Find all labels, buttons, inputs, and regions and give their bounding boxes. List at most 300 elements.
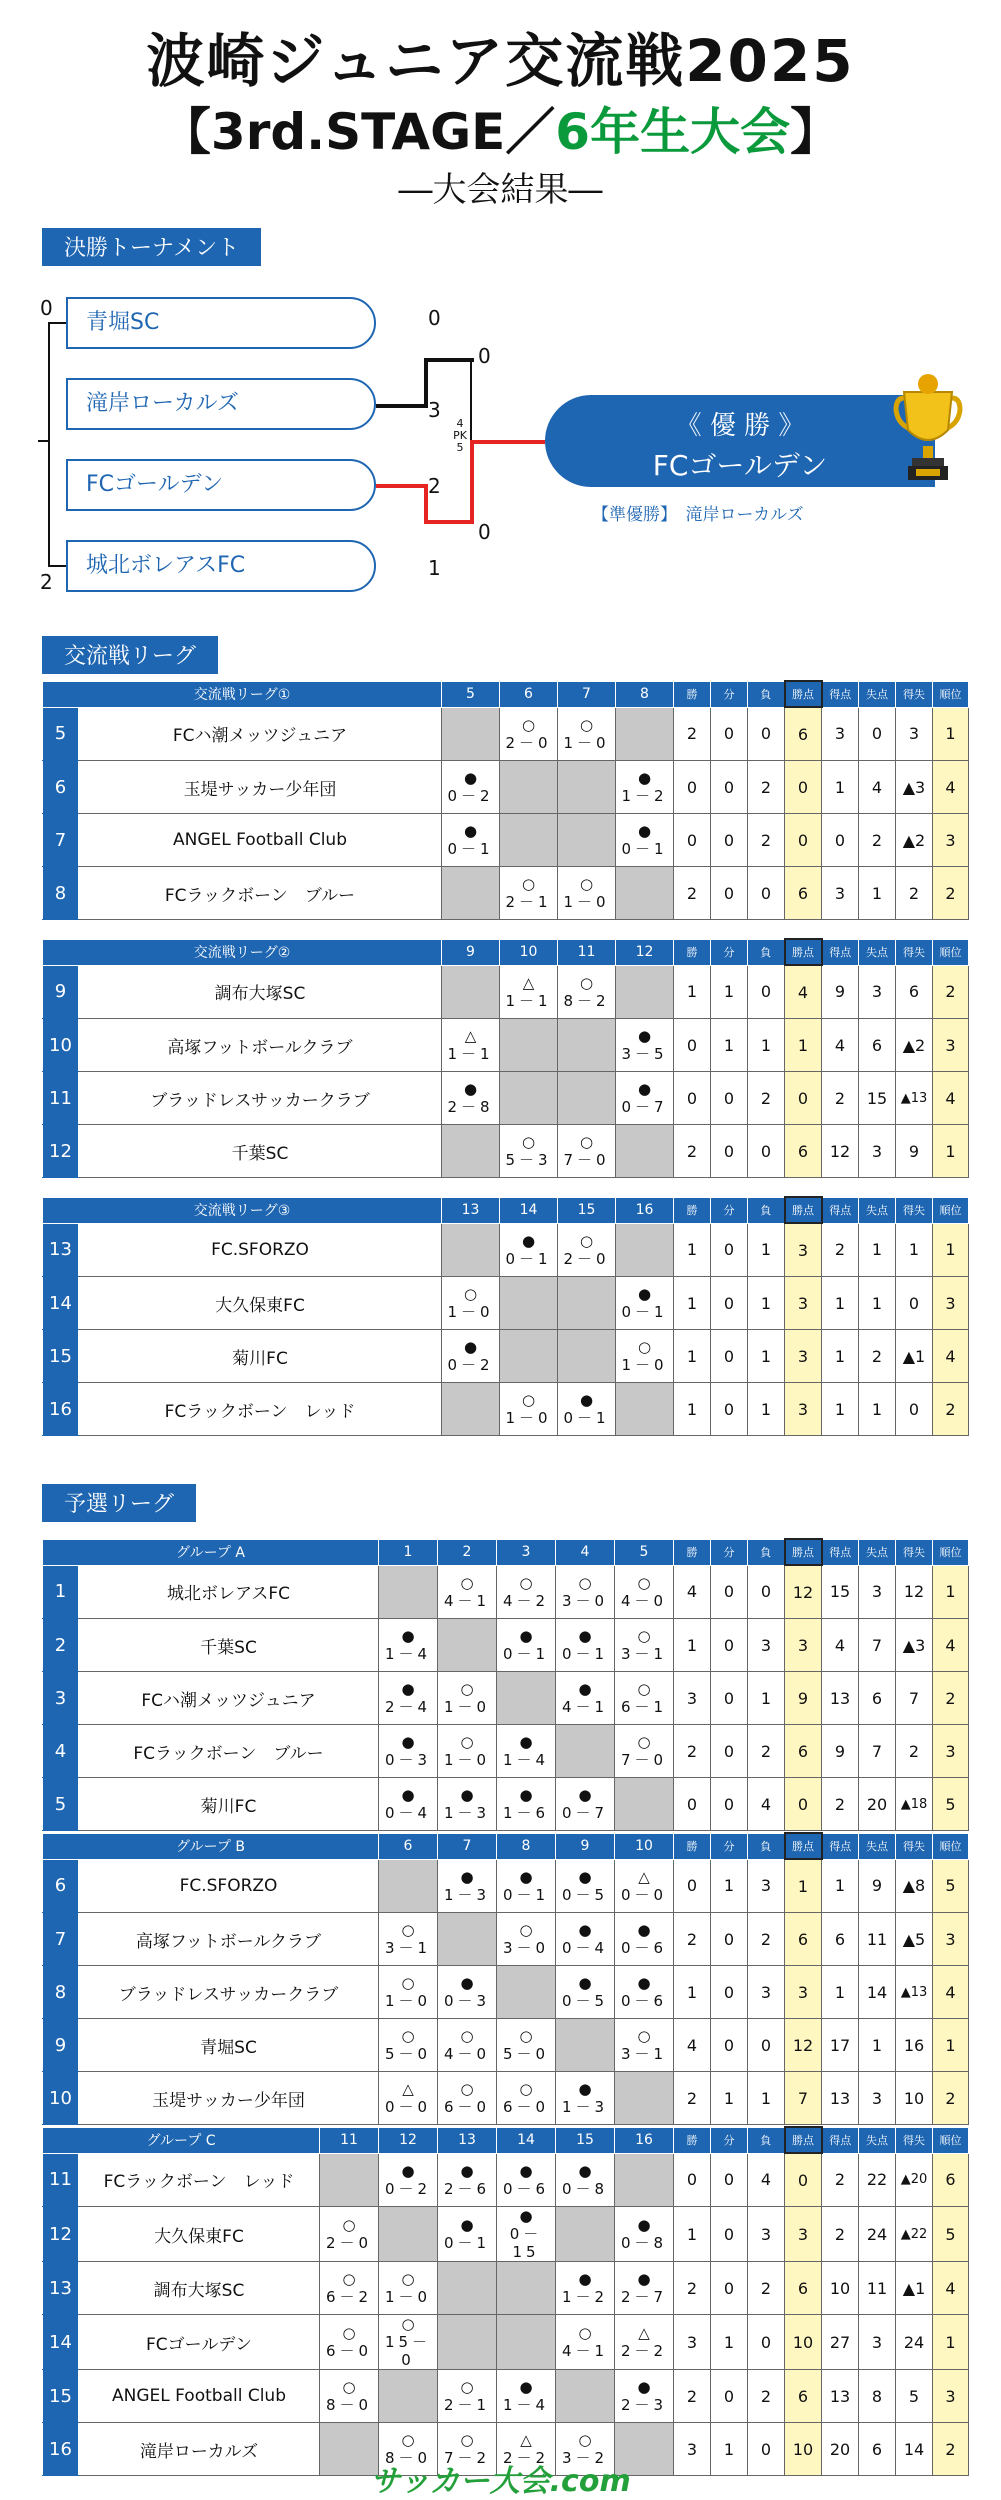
site-logo: サッカー大会.com [370, 2464, 631, 2499]
column-header: 失点 [859, 1197, 896, 1223]
stat-lose: 2 [748, 1725, 785, 1778]
stat-gf: 4 [822, 1619, 859, 1672]
column-header: 11 [320, 2127, 379, 2153]
team-number: 6 [43, 761, 79, 814]
stat-pts: 0 [785, 1072, 822, 1125]
bracket-team: 城北ボレアスFC [66, 540, 376, 592]
table-row [43, 1330, 969, 1383]
stat-lose: 0 [748, 867, 785, 920]
stat-win: 0 [674, 1859, 711, 1913]
table-row [43, 1725, 969, 1778]
team-name: FCラックボーン レッド [79, 1383, 442, 1436]
column-header: 勝 [674, 681, 711, 707]
stat-gd: 10 [896, 2072, 933, 2125]
stat-pts: 6 [785, 1125, 822, 1178]
champion-banner [545, 395, 935, 487]
match-result: ○ 1－0 [379, 2262, 438, 2315]
match-result [379, 2207, 438, 2262]
match-result [442, 867, 500, 920]
stat-ga: 11 [859, 1913, 896, 1966]
stat-win: 3 [674, 1672, 711, 1725]
team-name: FC.SFORZO [79, 1859, 379, 1913]
stat-ga: 20 [859, 1778, 896, 1831]
match-result: ○ 6－0 [497, 2072, 556, 2125]
column-header: 負 [748, 1539, 785, 1565]
match-result: △ 2－2 [615, 2315, 674, 2370]
column-header: 6 [500, 681, 558, 707]
match-result: ○ 7－0 [558, 1125, 616, 1178]
team-number: 6 [43, 1859, 79, 1913]
stat-gf: 17 [822, 2019, 859, 2072]
column-header: 15 [558, 1197, 616, 1223]
column-header: 分 [711, 681, 748, 707]
column-header: 勝点 [785, 939, 822, 965]
bracket-team: 青堀SC [66, 297, 376, 349]
team-number: 8 [43, 1966, 79, 2019]
column-header: 16 [616, 1197, 674, 1223]
team-name: 玉堤サッカー少年団 [79, 761, 442, 814]
column-header: 得点 [822, 1833, 859, 1859]
column-header: 12 [616, 939, 674, 965]
stat-gd: 24 [896, 2315, 933, 2370]
team-number: 10 [43, 2072, 79, 2125]
stat-rank: 2 [933, 1672, 969, 1725]
table-row [43, 2072, 969, 2125]
match-result: ○ 3－0 [556, 1565, 615, 1619]
match-result: ○ 1－0 [442, 1277, 500, 1330]
team-number: 14 [43, 1277, 79, 1330]
stat-gf: 9 [822, 965, 859, 1019]
column-header: 3 [497, 1539, 556, 1565]
match-result [379, 2370, 438, 2423]
stat-gd: 5 [896, 2370, 933, 2423]
match-result: ○ 1－0 [558, 707, 616, 761]
stat-rank: 3 [933, 814, 969, 867]
stat-draw: 0 [711, 1383, 748, 1436]
stat-gd: ▲20 [896, 2153, 933, 2207]
column-header: 10 [500, 939, 558, 965]
match-result [616, 707, 674, 761]
column-header: 11 [558, 939, 616, 965]
stat-ga: 15 [859, 1072, 896, 1125]
match-result [616, 1383, 674, 1436]
match-result: △ 1－1 [442, 1019, 500, 1072]
stat-win: 1 [674, 965, 711, 1019]
table-row [43, 867, 969, 920]
stat-gf: 15 [822, 1565, 859, 1619]
stat-rank: 4 [933, 1072, 969, 1125]
table-row [43, 2153, 969, 2207]
table-row [43, 1223, 969, 1277]
stat-rank: 3 [933, 1277, 969, 1330]
team-name: ブラッドレスサッカークラブ [79, 1072, 442, 1125]
stat-lose: 1 [748, 1330, 785, 1383]
table-row [43, 1019, 969, 1072]
score: 0 [478, 344, 491, 368]
column-header: 14 [497, 2127, 556, 2153]
stat-lose: 2 [748, 761, 785, 814]
stat-gf: 1 [822, 1330, 859, 1383]
match-result [556, 2207, 615, 2262]
stat-gd: ▲5 [896, 1913, 933, 1966]
match-result [616, 965, 674, 1019]
match-result: △ 0－0 [379, 2072, 438, 2125]
stat-gd: 16 [896, 2019, 933, 2072]
match-result: ○ 5－0 [497, 2019, 556, 2072]
stat-rank: 4 [933, 761, 969, 814]
table-title: 交流戦リーグ② [43, 939, 442, 965]
stat-gf: 10 [822, 2262, 859, 2315]
stat-rank: 4 [933, 2262, 969, 2315]
stat-gf: 1 [822, 761, 859, 814]
score: 3 [428, 398, 441, 422]
match-result: ● 0－6 [615, 1966, 674, 2019]
stat-pts: 4 [785, 965, 822, 1019]
column-header: 14 [500, 1197, 558, 1223]
stat-rank: 2 [933, 2072, 969, 2125]
column-header: 負 [748, 1833, 785, 1859]
match-result [558, 1019, 616, 1072]
match-result: ● 0－4 [556, 1913, 615, 1966]
bracket-team: 滝岸ローカルズ [66, 378, 376, 430]
team-number: 7 [43, 814, 79, 867]
match-result [556, 2370, 615, 2423]
match-result: ○ 2－0 [500, 707, 558, 761]
standings-table [42, 938, 969, 1178]
team-number: 12 [43, 1125, 79, 1178]
stat-rank: 4 [933, 1619, 969, 1672]
stat-lose: 0 [748, 2315, 785, 2370]
team-number: 2 [43, 1619, 79, 1672]
match-result: ● 1－3 [438, 1859, 497, 1913]
stage-label: 【3rd.STAGE／ [160, 103, 556, 161]
stat-gf: 12 [822, 1125, 859, 1178]
match-result: ● 1－3 [556, 2072, 615, 2125]
match-result: ○ 2－1 [500, 867, 558, 920]
match-result: ● 0－1 [558, 1383, 616, 1436]
stat-draw: 0 [711, 1966, 748, 2019]
stat-gf: 9 [822, 1725, 859, 1778]
team-number: 10 [43, 1019, 79, 1072]
column-header: 分 [711, 1833, 748, 1859]
match-result: ● 0－7 [616, 1072, 674, 1125]
team-name: FCハ潮メッツジュニア [79, 707, 442, 761]
stat-gf: 2 [822, 1072, 859, 1125]
stat-ga: 6 [859, 1019, 896, 1072]
column-header: 13 [438, 2127, 497, 2153]
stat-win: 0 [674, 1778, 711, 1831]
team-name: 高塚フットボールクラブ [79, 1913, 379, 1966]
team-number: 5 [43, 707, 79, 761]
column-header: 順位 [933, 939, 969, 965]
table-row [43, 2370, 969, 2423]
match-result: ○ 1－0 [558, 867, 616, 920]
stat-win: 0 [674, 761, 711, 814]
match-result: ○ 7－0 [615, 1725, 674, 1778]
stat-gd: ▲3 [896, 761, 933, 814]
stat-gf: 13 [822, 1672, 859, 1725]
table-row [43, 1913, 969, 1966]
column-header: 失点 [859, 939, 896, 965]
match-result: ● 0－2 [379, 2153, 438, 2207]
stat-gf: 0 [822, 814, 859, 867]
stat-lose: 0 [748, 965, 785, 1019]
standings-table [42, 1538, 969, 1831]
column-header: 失点 [859, 2127, 896, 2153]
match-result: ○ 2－1 [438, 2370, 497, 2423]
column-header: 失点 [859, 681, 896, 707]
stat-gd: ▲1 [896, 2262, 933, 2315]
stat-gf: 1 [822, 1383, 859, 1436]
match-result: ● 1－4 [497, 2370, 556, 2423]
column-header: 順位 [933, 681, 969, 707]
match-result [500, 814, 558, 867]
column-header: 勝 [674, 939, 711, 965]
team-name: 大久保東FC [79, 1277, 442, 1330]
match-result: ● 0－1 [616, 1277, 674, 1330]
standings-table [42, 680, 969, 920]
column-header: 得点 [822, 939, 859, 965]
table-title: グループ A [43, 1539, 379, 1565]
stat-rank: 2 [933, 867, 969, 920]
bracket-team: FCゴールデン [66, 459, 376, 511]
match-result: ○ 5－0 [379, 2019, 438, 2072]
stat-draw: 0 [711, 1565, 748, 1619]
stat-pts: 10 [785, 2315, 822, 2370]
stat-gd: ▲2 [896, 814, 933, 867]
stat-lose: 2 [748, 814, 785, 867]
stat-rank: 3 [933, 1725, 969, 1778]
stat-lose: 4 [748, 2153, 785, 2207]
stat-win: 0 [674, 1019, 711, 1072]
match-result [500, 1072, 558, 1125]
match-result [442, 707, 500, 761]
stat-win: 2 [674, 2072, 711, 2125]
stat-rank: 1 [933, 707, 969, 761]
stat-rank: 1 [933, 1565, 969, 1619]
stat-pts: 1 [785, 1019, 822, 1072]
column-header: 分 [711, 2127, 748, 2153]
stat-gd: ▲2 [896, 1019, 933, 1072]
stat-draw: 0 [711, 1619, 748, 1672]
team-name: FCラックボーン レッド [79, 2153, 320, 2207]
team-name: ブラッドレスサッカークラブ [79, 1966, 379, 2019]
stat-win: 0 [674, 2153, 711, 2207]
team-name: 調布大塚SC [79, 965, 442, 1019]
column-header: 勝 [674, 2127, 711, 2153]
match-result: ● 0－2 [442, 761, 500, 814]
table-row [43, 761, 969, 814]
column-header: 得点 [822, 2127, 859, 2153]
stat-draw: 0 [711, 1223, 748, 1277]
stat-gd: 2 [896, 1725, 933, 1778]
column-header: 2 [438, 1539, 497, 1565]
match-result: ● 2－3 [615, 2370, 674, 2423]
stat-pts: 6 [785, 867, 822, 920]
match-result: ● 0－4 [379, 1778, 438, 1831]
stat-win: 1 [674, 1966, 711, 2019]
stat-pts: 6 [785, 707, 822, 761]
team-name: ANGEL Football Club [79, 2370, 320, 2423]
match-result: ○ 8－2 [558, 965, 616, 1019]
stat-gf: 20 [822, 2423, 859, 2476]
stat-rank: 4 [933, 1966, 969, 2019]
stat-ga: 3 [859, 1125, 896, 1178]
stat-lose: 1 [748, 1019, 785, 1072]
team-name: 菊川FC [79, 1778, 379, 1831]
stat-win: 2 [674, 867, 711, 920]
stat-ga: 1 [859, 1223, 896, 1277]
match-result: ○ 7－2 [438, 2423, 497, 2476]
stat-gd: ▲18 [896, 1778, 933, 1831]
match-result: ● 0－7 [556, 1778, 615, 1831]
match-result [616, 1223, 674, 1277]
stat-rank: 4 [933, 1330, 969, 1383]
column-header: 負 [748, 681, 785, 707]
stat-pts: 6 [785, 2262, 822, 2315]
match-result [497, 2262, 556, 2315]
match-result: ● 0－1 [442, 814, 500, 867]
table-title: グループ C [43, 2127, 320, 2153]
team-name: FCゴールデン [79, 2315, 320, 2370]
stat-ga: 1 [859, 1383, 896, 1436]
stat-draw: 0 [711, 1277, 748, 1330]
match-result [497, 1672, 556, 1725]
match-result [558, 1072, 616, 1125]
match-result [438, 1619, 497, 1672]
stat-pts: 7 [785, 2072, 822, 2125]
column-header: 負 [748, 939, 785, 965]
match-result [442, 1125, 500, 1178]
stat-pts: 1 [785, 1859, 822, 1913]
score: 0 [478, 520, 491, 544]
table-row [43, 1565, 969, 1619]
column-header: 13 [442, 1197, 500, 1223]
stat-pts: 6 [785, 2370, 822, 2423]
match-result: ● 0－8 [615, 2207, 674, 2262]
stat-draw: 0 [711, 2153, 748, 2207]
stat-rank: 5 [933, 1778, 969, 1831]
table-row [43, 2019, 969, 2072]
stat-gd: ▲13 [896, 1072, 933, 1125]
column-header: 9 [556, 1833, 615, 1859]
match-result: ● 4－1 [556, 1672, 615, 1725]
stat-gf: 13 [822, 2072, 859, 2125]
stat-ga: 7 [859, 1619, 896, 1672]
match-result: ● 0－5 [556, 1966, 615, 2019]
stat-lose: 2 [748, 1072, 785, 1125]
match-result [500, 1330, 558, 1383]
match-result: ● 0－8 [556, 2153, 615, 2207]
stage-title [0, 92, 1001, 164]
match-result: ● 0－1 [556, 1619, 615, 1672]
stat-ga: 3 [859, 965, 896, 1019]
stat-pts: 0 [785, 814, 822, 867]
stat-draw: 0 [711, 1125, 748, 1178]
column-header: 7 [558, 681, 616, 707]
match-result: ○ 15－0 [379, 2315, 438, 2370]
match-result [615, 1778, 674, 1831]
column-header: 5 [615, 1539, 674, 1565]
match-result [556, 2019, 615, 2072]
stat-gd: 0 [896, 1277, 933, 1330]
stat-gf: 3 [822, 867, 859, 920]
stat-gd: 12 [896, 1565, 933, 1619]
stat-win: 2 [674, 2370, 711, 2423]
champion-label: 《 優 勝 》 [675, 411, 805, 441]
team-name: 高塚フットボールクラブ [79, 1019, 442, 1072]
match-result [500, 761, 558, 814]
stat-win: 4 [674, 1565, 711, 1619]
stat-draw: 0 [711, 2019, 748, 2072]
standings-table [42, 1832, 969, 2125]
stat-win: 2 [674, 2262, 711, 2315]
stat-draw: 0 [711, 1330, 748, 1383]
stat-lose: 1 [748, 1223, 785, 1277]
section-league: 交流戦リーグ [42, 636, 218, 674]
stat-pts: 3 [785, 1619, 822, 1672]
stat-ga: 2 [859, 814, 896, 867]
match-result: ● 0－6 [615, 1913, 674, 1966]
column-header: 勝 [674, 1539, 711, 1565]
stat-draw: 0 [711, 814, 748, 867]
stat-lose: 3 [748, 1859, 785, 1913]
stat-lose: 1 [748, 2072, 785, 2125]
stat-win: 2 [674, 1725, 711, 1778]
score: 0 [428, 306, 441, 330]
stat-pts: 0 [785, 761, 822, 814]
stat-draw: 1 [711, 1859, 748, 1913]
stat-ga: 1 [859, 867, 896, 920]
column-header: 勝点 [785, 1539, 822, 1565]
match-result: ● 0－3 [438, 1966, 497, 2019]
stat-rank: 1 [933, 2315, 969, 2370]
stat-pts: 12 [785, 1565, 822, 1619]
column-header: 分 [711, 1539, 748, 1565]
stat-gd: 1 [896, 1223, 933, 1277]
column-header: 6 [379, 1833, 438, 1859]
stat-rank: 2 [933, 965, 969, 1019]
match-result: ● 0－5 [556, 1859, 615, 1913]
match-result: ○ 3－0 [497, 1913, 556, 1966]
stat-rank: 1 [933, 2019, 969, 2072]
stat-pts: 9 [785, 1672, 822, 1725]
table-row [43, 1125, 969, 1178]
column-header: 9 [442, 939, 500, 965]
stat-ga: 1 [859, 2019, 896, 2072]
match-result: ● 0－1 [500, 1223, 558, 1277]
stat-lose: 1 [748, 1672, 785, 1725]
match-result [442, 965, 500, 1019]
match-result: ● 1－2 [616, 761, 674, 814]
stat-ga: 3 [859, 2315, 896, 2370]
table-row [43, 1619, 969, 1672]
stat-win: 2 [674, 707, 711, 761]
stat-rank: 2 [933, 1383, 969, 1436]
match-result: ● 0－15 [497, 2207, 556, 2262]
stat-ga: 0 [859, 707, 896, 761]
column-header: 勝 [674, 1833, 711, 1859]
score: 1 [428, 556, 441, 580]
match-result: ○ 2－0 [320, 2207, 379, 2262]
table-title: 交流戦リーグ① [43, 681, 442, 707]
stage-close: 】 [790, 103, 841, 161]
match-result [379, 1859, 438, 1913]
column-header: 得点 [822, 1539, 859, 1565]
match-result: ● 2－4 [379, 1672, 438, 1725]
stat-pts: 0 [785, 1778, 822, 1831]
stat-draw: 0 [711, 761, 748, 814]
